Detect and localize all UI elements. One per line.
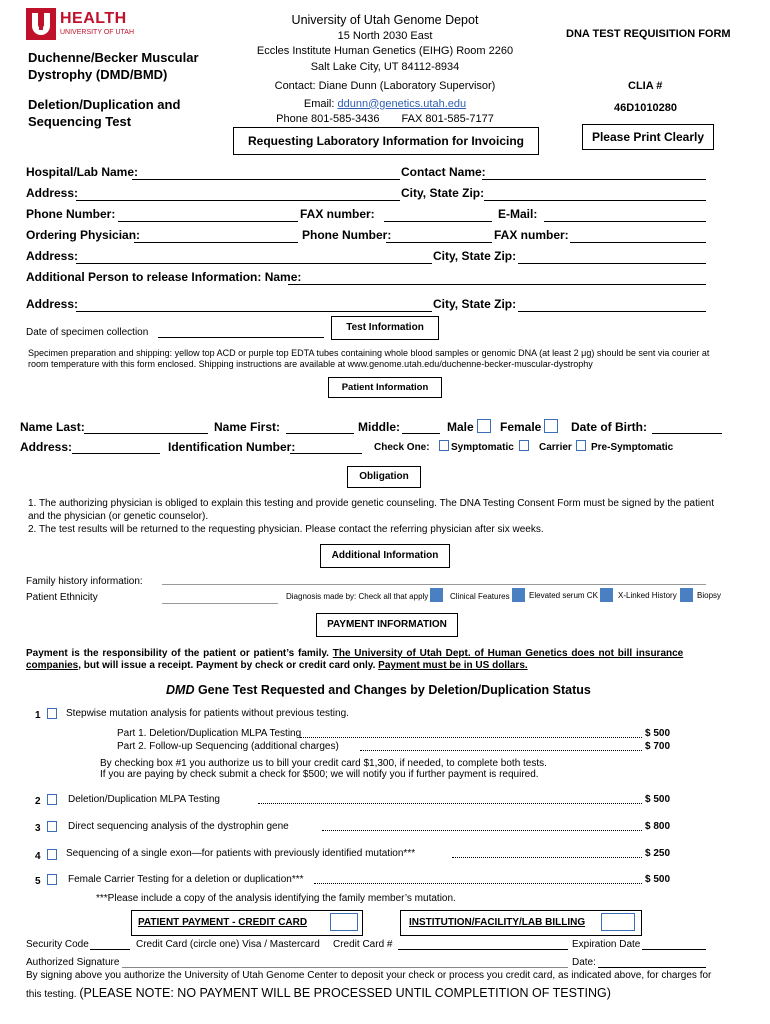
patient-address-label: Address: — [20, 440, 73, 454]
email-label: Email: — [303, 97, 338, 110]
elevated-ck-label: Elevated serum CK — [529, 591, 598, 600]
test-2-price: $ 500 — [645, 794, 671, 805]
female-checkbox[interactable] — [544, 419, 558, 433]
test-4-price: $ 250 — [645, 848, 671, 859]
security-code-label: Security Code — [26, 939, 89, 950]
middle-label: Middle: — [358, 420, 400, 434]
authorization-line-1: By signing above you authorize the University of Utah Genome Center to deposit your check or process you credit card, as indicated above, for charges for — [26, 970, 712, 981]
test-4-label: Sequencing of a single exon—for patients with previously identified mutation*** — [66, 848, 416, 859]
ordering-physician-input[interactable] — [134, 242, 298, 243]
logo — [26, 8, 136, 40]
physician-fax-input[interactable] — [570, 242, 706, 243]
test-2-label: Deletion/Duplication MLPA Testing — [68, 794, 220, 805]
expiration-input[interactable] — [642, 949, 706, 950]
university-u-logo-icon — [26, 8, 56, 40]
clinical-features-label: Clinical Features — [450, 592, 510, 601]
phone-fax-line — [230, 112, 540, 128]
phone: Phone 801-585-3436 — [276, 113, 380, 125]
address-line-1: 15 North 2030 East — [337, 29, 433, 42]
patient-info-title: Patient Information — [328, 377, 442, 398]
clia-number: 46D1010280 — [614, 102, 678, 114]
credit-card-title: PATIENT PAYMENT - CREDIT CARD — [138, 917, 308, 928]
city-input[interactable] — [484, 200, 706, 201]
address-line-3: Salt Lake City, UT 84112-8934 — [310, 60, 460, 73]
logo-health-text: HEALTH — [60, 10, 127, 27]
clinical-features-checkbox[interactable] — [430, 588, 443, 602]
invoicing-box: Requesting Laboratory Information for Invoicing — [233, 127, 539, 155]
ethnicity-label: Patient Ethnicity — [26, 592, 98, 603]
lab-address-block — [230, 13, 540, 128]
clia-label: CLIA # — [628, 80, 663, 92]
test-1-part-1-price: $ 500 — [645, 728, 671, 739]
city-label: City, State Zip: — [401, 186, 485, 200]
specimen-date-label: Date of specimen collection — [26, 327, 149, 338]
authorization-line-2 — [26, 984, 611, 1002]
name-last-input[interactable] — [84, 433, 208, 434]
dob-input[interactable] — [652, 433, 722, 434]
test-2-checkbox[interactable] — [47, 794, 57, 805]
additional-address-label: Address: — [26, 297, 79, 311]
credit-card-checkbox[interactable] — [330, 913, 358, 931]
fax-label: FAX number: — [300, 207, 375, 221]
fax: FAX 801-585-7177 — [401, 113, 494, 125]
id-number-label: Identification Number: — [168, 440, 296, 454]
test-1-label: Stepwise mutation analysis for patients without previous testing. — [66, 708, 349, 719]
physician-phone-label: Phone Number: — [302, 228, 392, 242]
test-5-checkbox[interactable] — [47, 874, 57, 885]
test-4-number: 4 — [35, 851, 41, 862]
x-linked-checkbox[interactable] — [600, 588, 613, 602]
tests-heading — [166, 683, 591, 697]
card-number-label: Credit Card # — [333, 939, 393, 950]
test-1-note-1: By checking box #1 you authorize us to bill your credit card $1,300, if needed, to complete both tests. — [100, 758, 547, 769]
biopsy-checkbox[interactable] — [680, 588, 693, 602]
physician-address-label: Address: — [26, 249, 79, 263]
payment-line-2a: companies — [26, 660, 79, 671]
family-history-input[interactable] — [162, 584, 706, 585]
expiration-label: Expiration Date — [572, 939, 641, 950]
obligation-line-1b: and the physician (or genetic counselor). — [28, 511, 209, 522]
phone-label: Phone Number: — [26, 207, 116, 221]
elevated-ck-checkbox[interactable] — [512, 588, 525, 602]
symptomatic-checkbox[interactable] — [439, 440, 449, 451]
middle-input[interactable] — [402, 433, 440, 434]
test-name-line-2: Dystrophy (DMD/BMD) — [28, 67, 168, 82]
additional-info-title: Additional Information — [320, 544, 450, 568]
additional-person-input[interactable] — [288, 284, 706, 285]
test-1-part-1-leader — [300, 737, 642, 738]
test-3-checkbox[interactable] — [47, 821, 57, 832]
payment-line-2 — [26, 660, 528, 671]
test-2-number: 2 — [35, 796, 41, 807]
tests-heading-text: Gene Test Requested and Changes by Deletion/Duplication Status — [194, 683, 591, 697]
form-title: DNA TEST REQUISITION FORM — [566, 28, 731, 40]
hospital-label: Hospital/Lab Name: — [26, 165, 139, 179]
test-3-leader — [322, 830, 642, 831]
female-label: Female — [500, 420, 542, 434]
pre-symptomatic-checkbox[interactable] — [576, 440, 586, 451]
test-5-label: Female Carrier Testing for a deletion or duplication*** — [68, 874, 304, 885]
additional-address-input[interactable] — [76, 311, 432, 312]
email-line — [230, 97, 540, 113]
male-label: Male — [447, 420, 474, 434]
physician-city-input[interactable] — [518, 263, 706, 264]
payment-line-2b: , but will issue a receipt. Payment by check or credit card only. — [78, 660, 379, 671]
payment-line-1a: Payment is the responsibility of the patient or patient’s family. — [26, 648, 333, 659]
test-1-number: 1 — [35, 710, 41, 721]
payment-info-title: PAYMENT INFORMATION — [316, 613, 458, 637]
physician-city-label: City, State Zip: — [433, 249, 517, 263]
email-input[interactable] — [544, 221, 706, 222]
contact-line: Contact: Diane Dunn (Laboratory Supervisor) — [274, 80, 496, 92]
credit-card-box — [131, 910, 363, 936]
email-field-label: E-Mail: — [498, 207, 538, 221]
payment-line-2c: Payment must be in US dollars. — [378, 660, 528, 671]
pre-symptomatic-label: Pre-Symptomatic — [591, 442, 674, 453]
test-type-line-1: Deletion/Duplication and — [28, 97, 181, 112]
carrier-checkbox[interactable] — [519, 440, 529, 451]
address-input[interactable] — [76, 200, 400, 201]
test-1-part-2-price: $ 700 — [645, 741, 671, 752]
no-payment-notice: (PLEASE NOTE: NO PAYMENT WILL BE PROCESSED UNTIL COMPLETITION OF TESTING) — [79, 986, 611, 1000]
ordering-physician-label: Ordering Physician: — [26, 228, 141, 242]
print-clearly-box: Please Print Clearly — [582, 124, 714, 150]
institution-billing-title: INSTITUTION/FACILITY/LAB BILLING — [409, 917, 586, 928]
test-info-text-1: Specimen preparation and shipping: yellow top ACD or purple top EDTA tubes containing whole blood samples or genomic DNA (at least 2 μg) should be sent via courier at — [28, 348, 710, 358]
signature-date-input[interactable] — [598, 967, 706, 968]
name-last-label: Name Last: — [20, 420, 85, 434]
physician-fax-label: FAX number: — [494, 228, 569, 242]
card-type-label: Credit Card (circle one) Visa / Mastercard — [136, 939, 320, 950]
test-4-leader — [452, 857, 642, 858]
physician-phone-input[interactable] — [386, 242, 492, 243]
institution-billing-box — [400, 910, 642, 936]
test-1-part-1: Part 1. Deletion/Duplication MLPA Testing — [117, 728, 302, 739]
patient-address-input[interactable] — [72, 453, 160, 454]
signature-label: Authorized Signature — [26, 957, 120, 968]
additional-city-input[interactable] — [518, 311, 706, 312]
test-3-price: $ 800 — [645, 821, 671, 832]
id-number-input[interactable] — [290, 453, 362, 454]
security-code-input[interactable] — [90, 949, 130, 950]
authorization-line-2a: this testing. — [26, 989, 80, 1000]
test-5-leader — [314, 883, 642, 884]
name-first-label: Name First: — [214, 420, 281, 434]
additional-city-label: City, State Zip: — [433, 297, 517, 311]
check-one-label: Check One: — [374, 442, 430, 453]
payment-line-1 — [26, 648, 683, 659]
email-link[interactable]: ddunn@genetics.utah.edu — [337, 97, 467, 110]
fax-input[interactable] — [384, 221, 492, 222]
biopsy-label: Biopsy — [697, 591, 722, 600]
signature-input[interactable] — [122, 967, 568, 968]
test-name-line-1: Duchenne/Becker Muscular — [28, 50, 199, 65]
test-5-number: 5 — [35, 876, 41, 887]
ethnicity-input[interactable] — [162, 603, 278, 604]
test-2-leader — [258, 803, 642, 804]
test-1-checkbox[interactable] — [47, 708, 57, 719]
contact-name-label: Contact Name: — [401, 165, 486, 179]
test-5-price: $ 500 — [645, 874, 671, 885]
specimen-date-input[interactable] — [158, 337, 324, 338]
payment-line-1b: The University of Utah Dept. of Human Genetics does not bill insurance — [332, 648, 684, 659]
lab-name: University of Utah Genome Depot — [291, 13, 479, 27]
obligation-line-1: 1. The authorizing physician is obliged to explain this testing and provide genetic counseling. The DNA Testing Consent Form must be signed by the patient — [28, 498, 714, 509]
test-info-text-2: room temperature with this form enclosed. Shipping instructions are available at www.genome.utah.edu/duchenne-becker-muscular-dystrophy — [28, 359, 593, 369]
diagnosis-label: Diagnosis made by: Check all that apply — [286, 592, 429, 601]
institution-billing-checkbox[interactable] — [601, 913, 635, 931]
test-3-label: Direct sequencing analysis of the dystrophin gene — [68, 821, 289, 832]
signature-date-label: Date: — [572, 957, 596, 968]
phone-input[interactable] — [118, 221, 298, 222]
test-info-title: Test Information — [331, 316, 439, 340]
test-3-number: 3 — [35, 823, 41, 834]
mutation-note: ***Please include a copy of the analysis identifying the family member’s mutation. — [96, 893, 456, 904]
contact-name-input[interactable] — [482, 179, 706, 180]
hospital-input[interactable] — [132, 179, 400, 180]
dob-label: Date of Birth: — [571, 420, 647, 434]
test-1-part-2: Part 2. Follow-up Sequencing (additional charges) — [117, 741, 339, 752]
test-4-checkbox[interactable] — [47, 849, 57, 860]
test-type-line-2: Sequencing Test — [28, 114, 132, 129]
additional-person-label: Additional Person to release Information: Name: — [26, 270, 302, 284]
x-linked-label: X-Linked History — [618, 591, 677, 600]
test-1-part-2-leader — [360, 750, 642, 751]
family-history-label: Family history information: — [26, 576, 143, 587]
tests-heading-gene: DMD — [166, 683, 195, 697]
obligation-line-2: 2. The test results will be returned to the requesting physician. Please contact the referring physician after six weeks. — [28, 524, 544, 535]
carrier-label: Carrier — [539, 442, 572, 453]
address-label: Address: — [26, 186, 79, 200]
test-1-note-2: If you are paying by check submit a check for $500; we will notify you if further payment is required. — [100, 769, 539, 780]
card-number-input[interactable] — [398, 949, 568, 950]
obligation-title: Obligation — [347, 466, 421, 488]
symptomatic-label: Symptomatic — [451, 442, 514, 453]
name-first-input[interactable] — [286, 433, 354, 434]
address-line-2: Eccles Institute Human Genetics (EIHG) Room 2260 — [256, 45, 514, 57]
physician-address-input[interactable] — [76, 263, 432, 264]
male-checkbox[interactable] — [477, 419, 491, 433]
logo-subtitle: UNIVERSITY OF UTAH — [60, 29, 135, 36]
